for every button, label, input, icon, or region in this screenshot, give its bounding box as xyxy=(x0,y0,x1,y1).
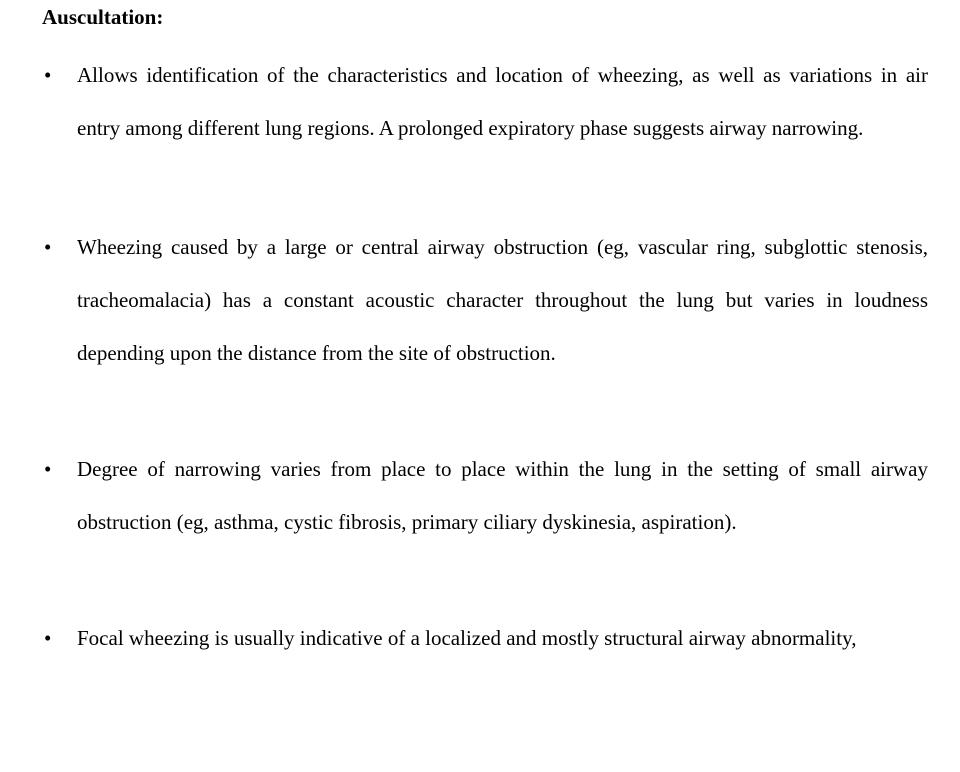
section-heading: Auscultation: xyxy=(42,5,164,29)
list-item xyxy=(44,49,928,209)
bullet-icon: • xyxy=(44,626,52,650)
bullet-text: Wheezing caused by a large or central airway obstruction (eg, vascular ring, subglottic stenosis, tracheomalacia) has a constant acoustic character throughout the lung but varies in loudness depending upon the distance from the site of obstruction. xyxy=(77,235,928,365)
bullet-text: Focal wheezing is usually indicative of a localized and mostly structural airway abnormality, xyxy=(77,626,857,650)
list-item xyxy=(44,221,928,381)
list-item xyxy=(44,443,928,603)
bullet-icon: • xyxy=(44,235,52,259)
bullet-text: Degree of narrowing varies from place to place within the lung in the setting of small airway obstruction (eg, asthma, cystic fibrosis, primary ciliary dyskinesia, aspiration). xyxy=(77,457,928,534)
bullet-icon: • xyxy=(44,63,52,87)
bullet-text: Allows identification of the characteristics and location of wheezing, as well as variations in air entry among different lung regions. A prolonged expiratory phase suggests airway narrowing. xyxy=(77,63,928,140)
bullet-icon: • xyxy=(44,457,52,481)
list-item xyxy=(44,612,928,772)
